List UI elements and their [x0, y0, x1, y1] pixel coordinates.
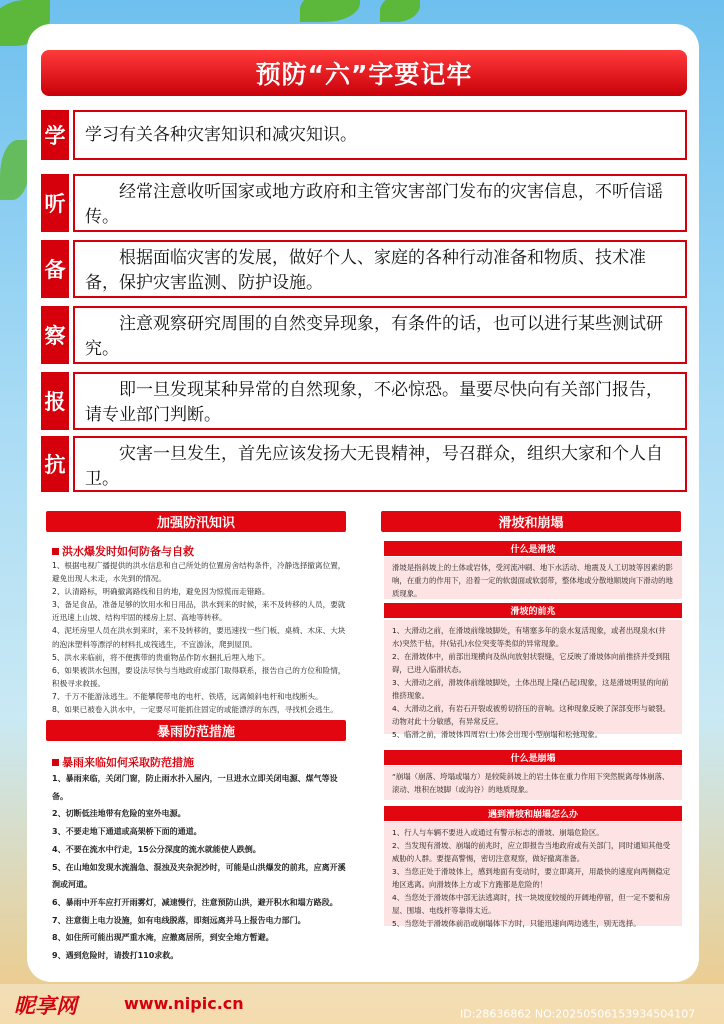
list-item: 4、大滑动之前，有岩石开裂或被剪切挤压的音响。这种现象反映了深部变形与破裂。动物对此十分敏感，有异常反应。	[392, 704, 671, 726]
rule-key: 学	[41, 110, 69, 160]
bullet-square-icon	[52, 759, 59, 766]
omen-heading: 滑坡的前兆	[384, 603, 682, 618]
list-item: 5、当您处于滑坡体前沿或崩塌体下方时，只能迅速向两边逃生，别无选择。	[392, 919, 641, 928]
list-item: 4、不要在流水中行走，15公分深度的流水就能使人跌倒。	[52, 844, 261, 854]
list-item: 3、不要走地下通道或高架桥下面的通道。	[52, 827, 202, 837]
rule-row-cha	[41, 306, 687, 364]
list-item: 3、大滑动之前，滑坡体前缘坡脚处，土体出现上隆(凸起)现象，这是滑坡明显的向前推挤现象。	[392, 678, 669, 700]
list-item: 3、当您正处于滑坡体上，感到地面有变动时，要立即离开，用最快的速度向两侧稳定地区逃离。向滑坡体上方或下方跑都是危险的！	[392, 867, 671, 889]
list-item: 6、暴雨中开车应打开雨雾灯，减速慢行，注意预防山洪，避开积水和塌方路段。	[52, 897, 338, 907]
what-collapse-text: “崩塌（崩落、垮塌或塌方）是较陡斜坡上的岩土体在重力作用下突然脱离母体崩落、滚动、堆积在坡脚（或沟谷）的地质现象。	[384, 766, 682, 800]
list-item: 5、临滑之前，滑坡体四周岩(土)体会出现小型崩塌和松弛现象。	[392, 730, 603, 739]
list-item: 3、备足食品，准备足够的饮用水和日用品，洪水到来的时候，来不及转移的人员，要就近迅速上山坡、结构牢固的楼房上层、高地等转移。	[52, 600, 346, 623]
list-item: 1、暴雨来临，关闭门窗，防止雨水扑入屋内，一旦进水立即关闭电源、煤气等设备。	[52, 774, 338, 801]
list-item: 7、千万不能游泳逃生。不能攀爬带电的电杆、铁塔，远离倾斜电杆和电线断头。	[52, 691, 323, 701]
rule-key: 听	[41, 174, 69, 232]
flood-list	[52, 559, 346, 716]
list-item: 4、泥坯房里人员在洪水到来时，来不及转移的，要迅速找一些门板、桌椅、木床、大块的泡沫塑料等漂浮的材料扎成筏逃生，不宜游泳，爬到屋顶。	[52, 626, 346, 649]
list-item: 1、行人与车辆不要进入或通过有警示标志的滑坡、崩塌危险区。	[392, 828, 604, 837]
site-logo: 昵享网	[14, 994, 77, 1018]
rule-key: 察	[41, 306, 69, 364]
rule-text: 学习有关各种灾害知识和减灾知识。	[73, 110, 687, 160]
landslide-section-heading: 滑坡和崩塌	[381, 511, 681, 532]
rule-text: 注意观察研究周围的自然变异现象，有条件的话，也可以进行某些测试研究。	[73, 306, 687, 364]
what-collapse-heading: 什么是崩塌	[384, 750, 682, 765]
list-item: 1、大滑动之前，在滑坡前缘坡脚处，有堵塞多年的泉水复活现象，或者出现泉水(井水)突然干枯，井(钻孔)水位突变等类似的异常现象。	[392, 626, 666, 648]
list-item: 5、洪水来临前，将不便携带的贵重物品作防水捆扎后埋入地下。	[52, 652, 270, 662]
list-item: 2、切断低洼地带有危险的室外电源。	[52, 809, 186, 819]
action-list	[384, 822, 682, 926]
action-heading: 遇到滑坡和崩塌怎么办	[384, 806, 682, 821]
list-item: 5、在山地如发现水流湍急、混浊及夹杂泥沙时，可能是山洪爆发的前兆，应离开溪涧或河道。	[52, 862, 346, 890]
list-item: 2、在滑坡体中，前部出现横向及纵向放射状裂缝，它反映了滑坡体向前推挤并受到阻碍，已进入临滑状态。	[392, 652, 671, 674]
rain-list	[52, 770, 352, 965]
page-title: 预防“六”字要记牢	[41, 50, 687, 96]
rule-row-bao	[41, 372, 687, 430]
what-slide-text: 滑坡是指斜坡上的土体或岩体，受河流冲刷、地下水活动、地震及人工切坡等因素的影响，在重力的作用下，沿着一定的软弱面或软弱带，整体地或分散地顺坡向下滑动的地质现象。	[384, 557, 682, 599]
what-slide-heading: 什么是滑坡	[384, 541, 682, 556]
omen-list	[384, 620, 682, 739]
list-item: 2、认清路标，明确撤离路线和目的地，避免因为惊慌而走错路。	[52, 587, 270, 597]
flood-section-heading: 加强防汛知识	[46, 511, 346, 532]
rule-key: 备	[41, 240, 69, 298]
rule-key: 报	[41, 372, 69, 430]
site-url[interactable]: www.nipic.cn	[124, 994, 244, 1013]
rule-row-xue	[41, 110, 687, 160]
list-item: 8、如住所可能出现严重水淹，应撤离居所，到安全地方暂避。	[52, 933, 274, 943]
list-item: 2、当发现有滑坡、崩塌的前兆时，应立即报告当地政府或有关部门，同时通知其他受威胁的人群。要提高警惕，密切注意观察，做好撤离准备。	[392, 841, 671, 863]
list-item: 8、如果已被卷入洪水中，一定要尽可能抓住固定的或能漂浮的东西，寻找机会逃生。	[52, 705, 338, 715]
flood-subheading-text: 洪水爆发时如何防备与自救	[62, 545, 194, 558]
list-item: 7、注意街上电力设施，如有电线脱落，即刻远离并马上报告电力部门。	[52, 915, 306, 925]
list-item: 6、如果被洪水包围，要设法尽快与当地政府或部门取得联系，报告自己的方位和险情，积极寻求救援。	[52, 665, 346, 688]
rain-subheading-text: 暴雨来临如何采取防范措施	[62, 756, 194, 769]
rule-text: 经常注意收听国家或地方政府和主管灾害部门发布的灾害信息，不听信谣传。	[73, 174, 687, 232]
bullet-square-icon	[52, 548, 59, 555]
rain-section-heading: 暴雨防范措施	[46, 720, 346, 741]
flood-subheading	[52, 543, 194, 559]
rule-key: 抗	[41, 436, 69, 492]
rule-row-bei	[41, 240, 687, 298]
rule-row-kang	[41, 436, 687, 492]
list-item: 4、当您处于滑坡体中部无法逃离时，找一块坡度较缓的开阔地停留，但一定不要和房屋、围墙、电线杆等靠得太近。	[392, 893, 671, 915]
rule-text: 即一旦发现某种异常的自然现象，不必惊恐。量要尽快向有关部门报告，请专业部门判断。	[73, 372, 687, 430]
list-item: 1、根据电视广播提供的洪水信息和自己所处的位置房舍结构条件，冷静选择撤离位置，避免出现人未走，水先到的情况。	[52, 561, 346, 584]
list-item: 9、遇到危险时，请拨打110求救。	[52, 951, 179, 961]
image-id: ID:28636862 NO:20250506153934504107	[460, 1007, 696, 1021]
rule-text: 灾害一旦发生，首先应该发扬大无畏精神，号召群众，组织大家和个人自卫。	[73, 436, 687, 492]
rain-subheading	[52, 754, 194, 770]
rule-text: 根据面临灾害的发展，做好个人、家庭的各种行动准备和物质、技术准备，保护灾害监测、防护设施。	[73, 240, 687, 298]
rule-row-ting	[41, 174, 687, 232]
